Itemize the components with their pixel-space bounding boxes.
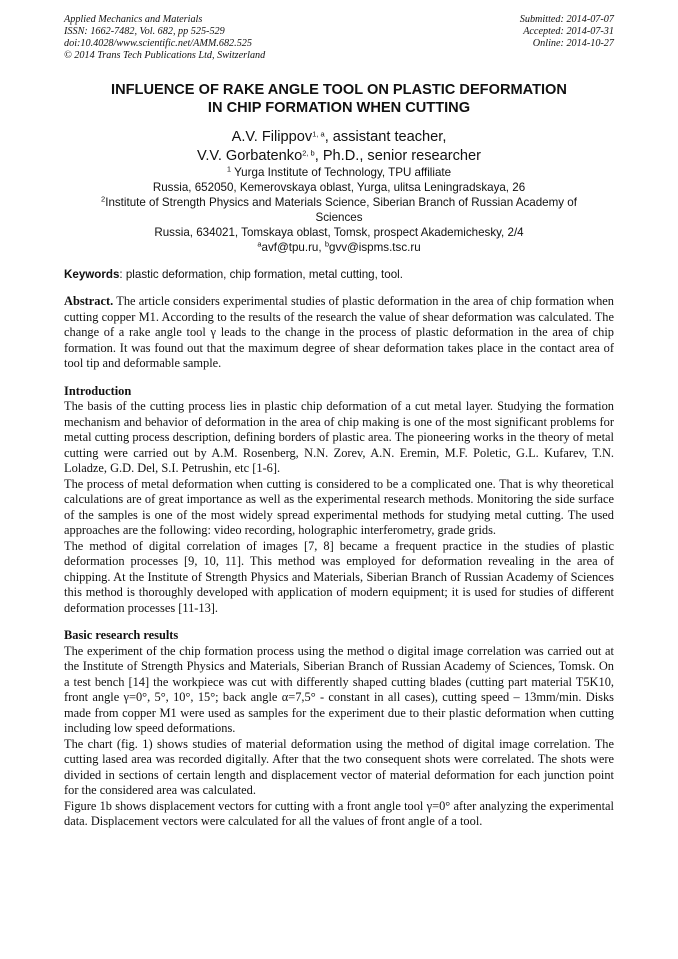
affiliation-1: $^1$ Yurga Institute of Technology, TPU affiliate — [226, 164, 452, 179]
submission-dates — [520, 14, 614, 50]
keywords — [64, 267, 614, 282]
author-list — [64, 128, 614, 166]
author-2-role: , Ph.D., senior researcher — [314, 148, 481, 164]
author-2 — [64, 147, 614, 166]
affiliation-1-address: Russia, 652050, Kemerovskaya oblast, Yurga, ulitsa Leningradskaya, 26 — [152, 181, 526, 194]
submitted-date: Submitted: 2014-07-07 — [519, 14, 614, 25]
author-1-sup: 1, a — [312, 129, 325, 139]
affiliation-2-address: Russia, 634021, Tomskaya oblast, Tomsk, prospect Akademichesky, 2/4 — [154, 226, 524, 239]
keywords-text: : plastic deformation, chip formation, metal cutting, tool. — [119, 268, 403, 281]
email-b: gvv@ispms.tsc.ru — [329, 241, 421, 254]
journal-doi: doi:10.4028/www.scientific.net/AMM.682.525 — [64, 38, 252, 49]
email-a: avf@tpu.ru, — [261, 241, 325, 254]
abstract-text: The article considers experimental studies of plastic deformation in the area of chip formation when cutting copper M1. According to the results of the research the value of shear deformation was calculated. The change of a rake angle tool γ leads to the change in the process of plastic deformation in the area of chip formation. It was found out that the maximum degree of shear deformation takes place in the contact area of tool tip and deformable sample. — [64, 294, 614, 370]
journal-issn: ISSN: 1662-7482, Vol. 682, pp 525-529 — [64, 26, 225, 37]
introduction-paragraph-1: The basis of the cutting process lies in plastic chip deformation of a cut metal layer. Studying the formation mechanism and behavior of deformation in the area of chip making is one of the most significant problems for metal cutting process description, defining borders of plastic area. The pioneering works in the theory of metal cutting were carried out by A.M. Rosenberg, N.N. Zorev, A.N. Eremin, M.F. Poletic, G.L. Kufarev, T.N. Loladze, G.D. Del, S.I. Petrushin, etc [1-6]. — [64, 399, 614, 475]
accepted-date: Accepted: 2014-07-31 — [523, 26, 614, 37]
author-1 — [64, 128, 614, 147]
title-line-1: INFLUENCE OF RAKE ANGLE TOOL ON PLASTIC DEFORMATION — [111, 82, 567, 98]
affiliations — [64, 165, 614, 255]
author-1-role: , assistant teacher, — [324, 129, 447, 145]
results-paragraph-1: The experiment of the chip formation process using the method o digital image correlation was carried out at the Institute of Strength Physics and Materials, Siberian Branch of Russian Academy of Sciences, Tomsk. On a test bench [14] the workpiece was cut with differently shaped cutting blades (cutting part material T5K10, front angle γ=0°, 5°, 10°, 15°; back angle α=7,5° - constant in all cases), cutting speed – 13mm/min. Disks made from copper M1 were used as samples for the experiment due to their plastic deformation when cutting including low speed deformations. — [64, 643, 614, 735]
author-1-name: A.V. Filippov — [231, 129, 313, 145]
results-paragraph-3: Figure 1b shows displacement vectors for cutting with a front angle tool γ=0° after analyzing the experimental data. Displacement vectors were calculated for all the values of front angle of a tool. — [64, 798, 614, 828]
paper-title — [60, 81, 618, 117]
author-2-name: V.V. Gorbatenko — [196, 148, 303, 164]
journal-info — [64, 14, 265, 62]
journal-name: Applied Mechanics and Materials — [64, 14, 203, 25]
introduction-heading: Introduction — [64, 383, 132, 398]
online-date: Online: 2014-10-27 — [532, 38, 614, 49]
journal-copyright: © 2014 Trans Tech Publications Ltd, Switzerland — [64, 50, 266, 61]
journal-header — [64, 14, 614, 66]
affiliation-2: $^2$Institute of Strength Physics and Materials Science, Siberian Branch of Russian Academy of — [101, 194, 577, 209]
results-paragraph-2: The chart (fig. 1) shows studies of material deformation using the method of digital image correlation. The cutting lased area was recorded digitally. After that the two consequent shots were correlated. The shots were divided in sections of certain length and displacement vector of material deformation for each junction point for the considered area was calculated. — [64, 736, 614, 797]
abstract — [64, 294, 614, 372]
author-2-sup: 2, b — [302, 148, 315, 158]
introduction-paragraph-3: The method of digital correlation of images [7, 8] became a frequent practice in the studies of plastic deformation processes [9, 10, 11]. This method was employed for deformation revealing in the area of chipping. At the Institute of Strength Physics and Materials, Siberian Branch of Russian Academy of Sciences this method is thoroughly developed with application of modern equipment; it is used for studies of different deformation processes [11-13]. — [64, 538, 614, 615]
abstract-label: Abstract. — [64, 294, 114, 308]
introduction-paragraph-2: The process of metal deformation when cutting is considered to be a complicated one. That is why theoretical calculations are of great importance as well as the experimental research methods. Monitoring the side surface of the samples is one of the most widely spread experimental methods for studying metal cutting. The used approaches are the following: video recording, holographic interferometry, grade grids. — [64, 476, 614, 537]
affiliation-2-cont: Sciences — [315, 211, 363, 224]
results-heading: Basic research results — [64, 628, 179, 642]
keywords-label: Keywords — [64, 268, 120, 281]
author-emails: $^a$avf@tpu.ru, $^b$gvv@ispms.tsc.ru — [257, 239, 421, 254]
paper-body — [64, 294, 614, 830]
title-line-2: IN CHIP FORMATION WHEN CUTTING — [207, 100, 471, 116]
